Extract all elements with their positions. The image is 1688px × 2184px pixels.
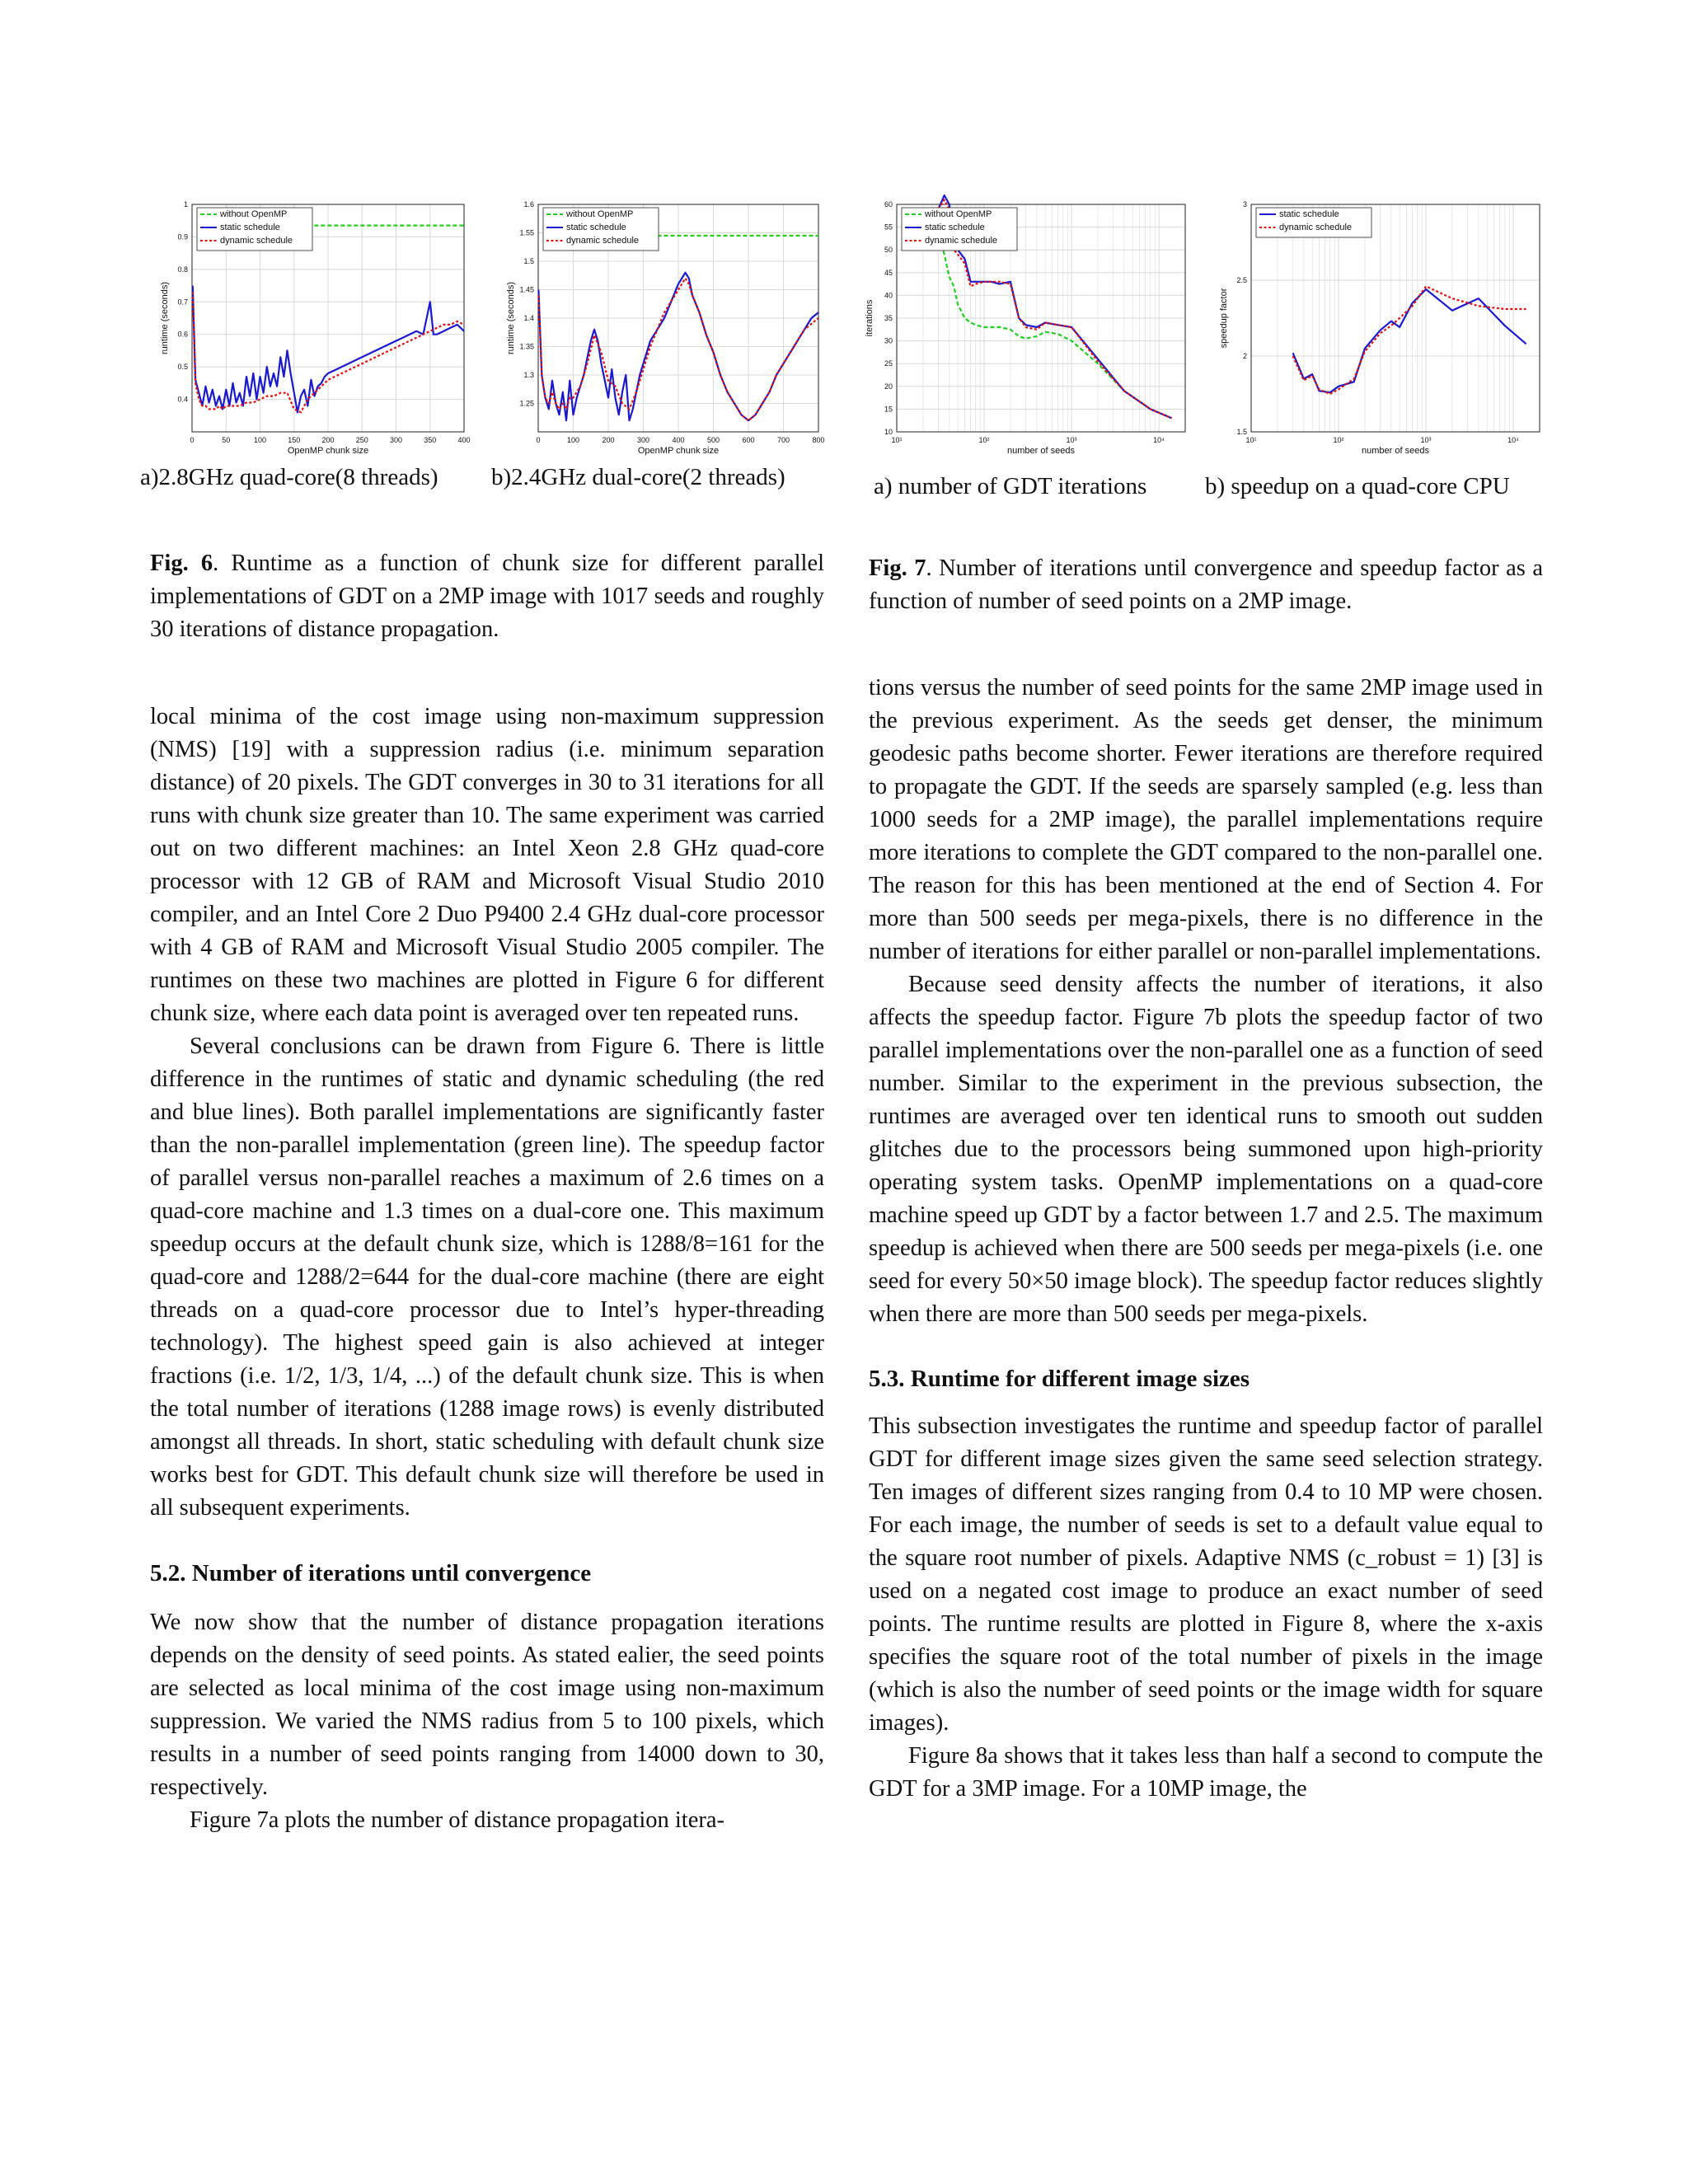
y-tick-label: 15	[884, 405, 893, 414]
legend-label: static schedule	[566, 223, 626, 232]
y-tick-label: 20	[884, 382, 893, 391]
y-tick-label: 1.5	[523, 257, 534, 265]
fig6a-chart	[152, 199, 474, 459]
y-tick-label: 3	[1242, 200, 1247, 209]
paragraph: Several conclusions can be drawn from Figure 6. There is little difference in the runtimes of static and dynamic scheduling (the red and blue lines). Both parallel implementations are significantly faster than the non-parallel implementation (green line). The speedup factor of parallel versus non-parallel reaches a maximum of 2.6 times on a quad-core machine and 1.3 times on a dual-core one. This maximum speedup occurs at the default chunk size, which is 1288/8=161 for the quad-core and 1288/2=644 for the dual-core machine (there are eight threads on a quad-core processor due to Intel’s hyper-threading technology). The highest speed gain is also achieved at integer fractions (i.e. 1/2, 1/3, 1/4, ...) of the default chunk size. This is when the total number of iterations (1288 image rows) is evenly distributed amongst all threads. In short, static scheduling with default chunk size works best for GDT. This default chunk size will therefore be used in all subsequent experiments.	[150, 1033, 824, 1521]
fig7-caption	[869, 552, 1543, 618]
legend-label: dynamic schedule	[220, 236, 293, 246]
y-tick-label: 40	[884, 291, 893, 300]
y-axis-label: speedup factor	[1219, 288, 1229, 349]
y-tick-label: 1.4	[523, 314, 534, 322]
x-tick-label: 100	[253, 436, 267, 444]
y-tick-label: 1.3	[523, 371, 534, 379]
x-axis-label: number of seeds	[1362, 446, 1429, 456]
fig7a-subcaption: a) number of GDT iterations	[874, 473, 1147, 499]
y-tick-label: 1.45	[519, 285, 534, 294]
x-tick-label: 10⁴	[1153, 436, 1165, 444]
paragraph: We now show that the number of distance propagation iterations depends on the density of seed points. As stated ealier, the seed points are selected as local minima of the cost image using non-maximum suppression. We varied the NMS radius from 5 to 100 pixels, which results in a number of seed points ranging from 14000 down to 30, respectively.	[150, 1610, 824, 1800]
legend	[197, 208, 312, 251]
section-heading-5-2: 5.2. Number of iterations until convergence	[150, 1560, 592, 1586]
series-line-red	[1293, 286, 1526, 394]
y-tick-label: 1.25	[519, 399, 534, 408]
fig6a-subcaption: a)2.8GHz quad-core(8 threads)	[140, 464, 438, 490]
legend-label: without OpenMP	[566, 209, 634, 219]
x-tick-label: 10²	[1333, 436, 1344, 444]
y-tick-label: 50	[884, 246, 893, 255]
fig6b-subcaption: b)2.4GHz dual-core(2 threads)	[491, 464, 785, 490]
fig6-label: Fig. 6	[150, 551, 213, 576]
x-tick-label: 350	[424, 436, 437, 444]
right-text-column	[869, 672, 1543, 1806]
fig7b-subcaption: b) speedup on a quad-core CPU	[1205, 473, 1510, 499]
x-tick-label: 0	[536, 436, 541, 444]
x-tick-label: 400	[457, 436, 471, 444]
fig7a-chart	[857, 199, 1195, 459]
x-tick-label: 250	[355, 436, 368, 444]
legend	[543, 208, 659, 251]
x-tick-label: 100	[566, 436, 580, 444]
left-text-column	[150, 701, 824, 1837]
legend-label: dynamic schedule	[566, 236, 640, 246]
x-tick-label: 0	[190, 436, 195, 444]
x-tick-label: 150	[288, 436, 301, 444]
paragraph: Because seed density affects the number of iterations, it also affects the speedup factor. Figure 7b plots the speedup factor of two parallel implementations over the non-parallel one as a function of seed number. Similar to the experiment in the previous subsection, the runtimes are averaged over ten identical runs to smooth out sudden glitches due to the processors being summoned upon high-priority operating system tasks. OpenMP implementations on a quad-core machine speed up GDT by a factor between 1.7 and 2.5. The maximum speedup is achieved when there are 500 seeds per mega-pixels (i.e. one seed for every 50×50 image block). The speedup factor reduces slightly when there are more than 500 seeds per mega-pixels.	[869, 972, 1543, 1327]
legend-label: dynamic schedule	[925, 236, 998, 246]
x-axis-label: OpenMP chunk size	[637, 446, 720, 456]
paragraph: local minima of the cost image using non-maximum suppression (NMS) [19] with a suppression radius (i.e. minimum separation distance) of 20 pixels. The GDT converges in 30 to 31 iterations for all runs with chunk size greater than 10. The same experiment was carried out on two different machines: an Intel Xeon 2.8 GHz quad-core processor with 12 GB of RAM and Microsoft Visual Studio 2010 compiler, and an Intel Core 2 Duo P9400 2.4 GHz dual-core processor with 4 GB of RAM and Microsoft Visual Studio 2005 compiler. The runtimes on these two machines are plotted in Figure 6 for different chunk size, where each data point is averaged over ten repeated runs.	[150, 704, 824, 1026]
y-tick-label: 0.9	[177, 232, 188, 241]
paragraph: Figure 7a plots the number of distance propagation itera-	[190, 1807, 724, 1833]
y-tick-label: 0.4	[177, 395, 188, 404]
paragraph: This subsection investigates the runtime and speedup factor of parallel GDT for different image sizes given the same seed selection strategy. Ten images of different sizes ranging from 0.4 to 10 MP were chosen. For each image, the number of seeds is set to a default value equal to the square root number of pixels. Adaptive NMS (c_robust = 1) [3] is used on a negated cost image to produce an exact number of seed points. The runtime results are plotted in Figure 8, where the x-axis specifies the square root of the total number of pixels in the image (which is also the number of seed points or the image width for square images).	[869, 1413, 1543, 1736]
y-tick-label: 1.6	[523, 200, 534, 209]
fig6-caption	[150, 547, 824, 646]
section-heading-5-3: 5.3. Runtime for different image sizes	[869, 1366, 1250, 1392]
series-line-blue	[1293, 289, 1526, 392]
fig7b-chart	[1212, 199, 1550, 459]
y-tick-label: 25	[884, 359, 893, 368]
x-tick-label: 10¹	[891, 436, 903, 444]
y-axis-label: iterations	[865, 299, 874, 337]
x-axis-label: OpenMP chunk size	[287, 446, 369, 456]
y-tick-label: 1.55	[519, 228, 534, 237]
y-tick-label: 30	[884, 336, 893, 345]
y-axis-label: runtime (seconds)	[160, 281, 170, 355]
x-tick-label: 50	[222, 436, 231, 444]
x-tick-label: 10¹	[1245, 436, 1257, 444]
x-tick-label: 10³	[1420, 436, 1432, 444]
x-tick-label: 300	[636, 436, 650, 444]
x-axis-label: number of seeds	[1007, 446, 1075, 456]
x-tick-label: 600	[742, 436, 755, 444]
fig6-caption-text: . Runtime as a function of chunk size for different parallel implementations of GDT on a 2MP image with 1017 seeds and roughly 30 iterations of distance propagation.	[150, 551, 825, 642]
fig7-caption-text: . Number of iterations until convergence and speedup factor as a function of number of seed points on a 2MP image.	[869, 555, 1544, 614]
x-tick-label: 200	[321, 436, 335, 444]
fig7-label: Fig. 7	[869, 555, 926, 581]
y-tick-label: 1.5	[1236, 428, 1247, 436]
y-tick-label: 10	[884, 428, 893, 436]
legend-label: static schedule	[1279, 209, 1339, 219]
x-tick-label: 10³	[1066, 436, 1077, 444]
legend-label: dynamic schedule	[1279, 223, 1353, 232]
legend	[902, 208, 1017, 251]
paragraph: Figure 8a shows that it takes less than half a second to compute the GDT for a 3MP image. For a 10MP image, the	[869, 1743, 1543, 1802]
legend-label: without OpenMP	[925, 209, 992, 219]
y-tick-label: 1.35	[519, 342, 534, 351]
legend	[1256, 208, 1372, 237]
x-tick-label: 800	[812, 436, 825, 444]
x-tick-label: 700	[776, 436, 790, 444]
y-tick-label: 2.5	[1236, 276, 1247, 284]
legend-label: static schedule	[925, 223, 985, 232]
y-tick-label: 0.5	[177, 363, 188, 372]
fig6b-chart	[499, 199, 828, 459]
legend-label: static schedule	[220, 223, 280, 232]
x-tick-label: 500	[706, 436, 720, 444]
y-axis-label: runtime (seconds)	[506, 281, 516, 355]
x-tick-label: 400	[672, 436, 685, 444]
x-tick-label: 10⁴	[1507, 436, 1520, 444]
legend-label: without OpenMP	[220, 209, 288, 219]
y-tick-label: 60	[884, 200, 893, 209]
x-tick-label: 10²	[978, 436, 990, 444]
x-tick-label: 300	[389, 436, 403, 444]
y-tick-label: 55	[884, 223, 893, 232]
y-tick-label: 1	[183, 200, 188, 209]
y-tick-label: 45	[884, 268, 893, 277]
y-tick-label: 35	[884, 314, 893, 322]
paragraph: tions versus the number of seed points for the same 2MP image used in the previous experiment. As the seeds get denser, the minimum geodesic paths become shorter. Fewer iterations are therefore required to propagate the GDT. If the seeds are sparsely sampled (e.g. less than 1000 seeds for a 2MP image), the parallel implementations require more iterations to complete the GDT compared to the non-parallel one. The reason for this has been mentioned at the end of Section 4. For more than 500 seeds per mega-pixels, there is no difference in the number of iterations for either parallel or non-parallel implementations.	[869, 675, 1543, 964]
y-tick-label: 0.6	[177, 330, 188, 339]
y-tick-label: 2	[1242, 352, 1247, 360]
y-tick-label: 0.8	[177, 265, 188, 274]
y-tick-label: 0.7	[177, 298, 188, 307]
x-tick-label: 200	[602, 436, 615, 444]
